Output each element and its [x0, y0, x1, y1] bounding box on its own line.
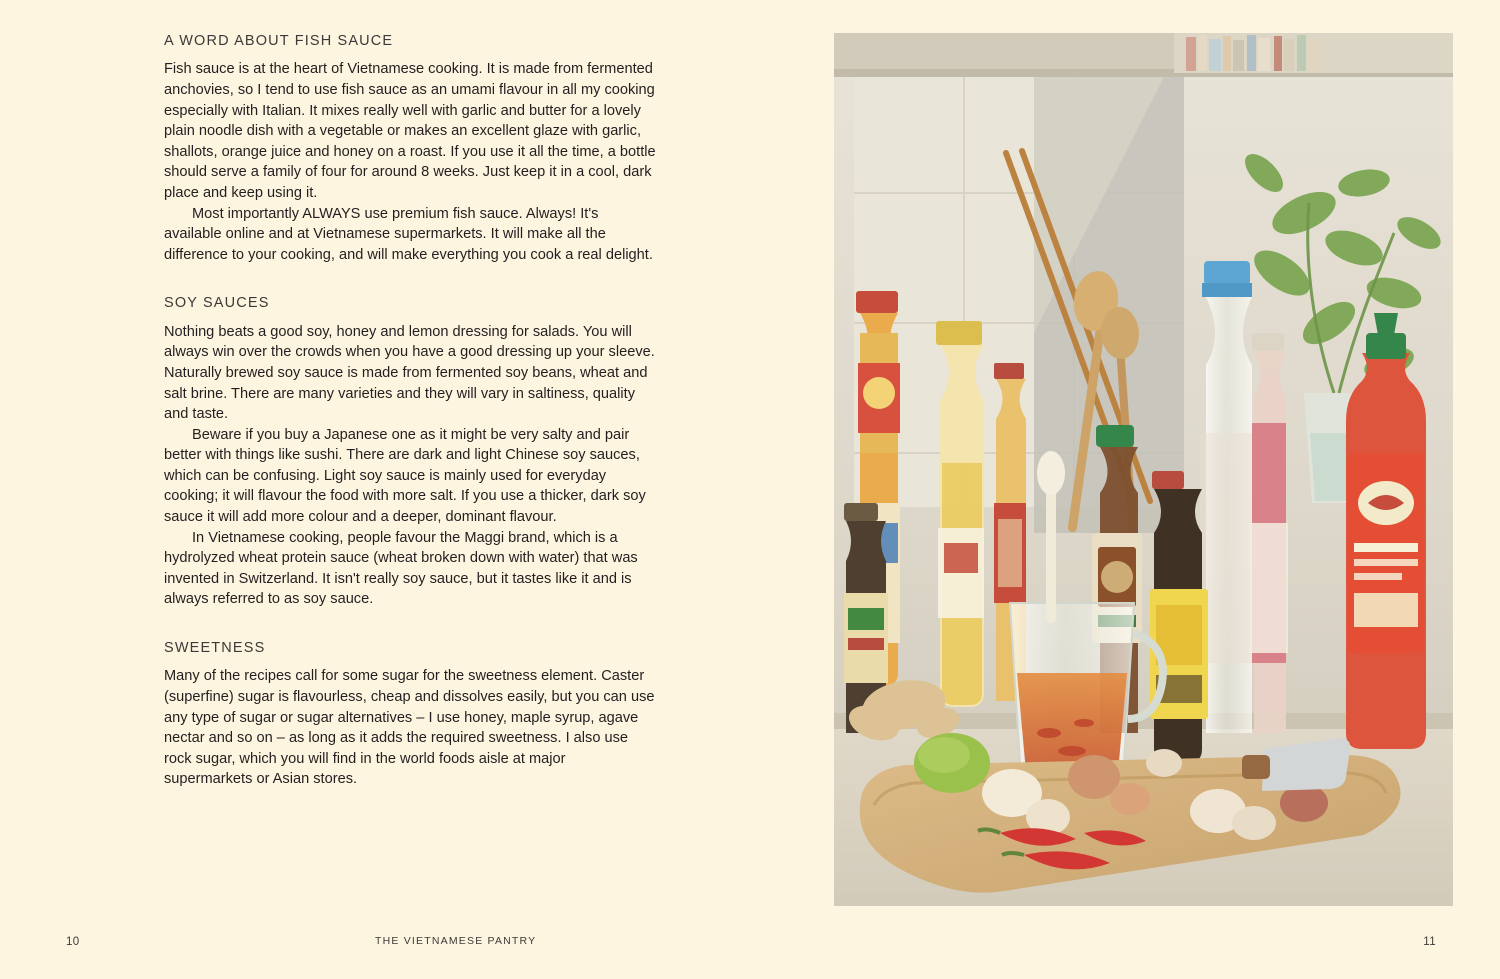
section-soy-sauces [164, 295, 656, 610]
page-number-left: 10 [66, 936, 80, 948]
page-number-right: 11 [1423, 936, 1436, 948]
section-heading: SOY SAUCES [164, 295, 270, 312]
paragraph: Most importantly ALWAYS use premium fish sauce. Always! It's available online and at Vietnamese supermarkets. It will make all the difference to your cooking, and will make everything you cook a real delight. [164, 205, 653, 263]
paragraph: Beware if you buy a Japanese one as it might be very salty and pair better with things like sushi. There are dark and light Chinese soy sauces, which can be confusing. Light soy sauce is mainly used for everyday cooking; it will flavour the food with more salt. If you use a thicker, dark soy sauce it will add more colour and a deeper, dominant flavour. [164, 426, 646, 526]
paragraph: Nothing beats a good soy, honey and lemon dressing for salads. You will always win over the crowds when you have a good dressing up your sleeve. Naturally brewed soy sauce is made from fermented soy beans, wheat and salt brine. There are many varieties and they will vary in saltiness, quality and taste. [164, 323, 655, 423]
paragraph: In Vietnamese cooking, people favour the Maggi brand, which is a hydrolyzed wheat protein sauce (wheat broken down with water) that was invented in Switzerland. It isn't really soy sauce, but it tastes like it and is always referred to as soy sauce. [164, 529, 638, 608]
pantry-photograph [834, 33, 1453, 906]
right-page [750, 0, 1500, 979]
paragraph: Fish sauce is at the heart of Vietnamese cooking. It is made from fermented anchovies, so I tend to use fish sauce as an umami flavour in all my cooking especially with Italian. It mixes really well with garlic and butter for a lovely plain noodle dish with a vegetable or makes an excellent glaze with garlic, shallots, orange juice and honey on a roast. If you use it all the time, a bottle should serve a family of four for around 8 weeks. Just keep it in a cool, dark place and keep using it. [164, 61, 656, 201]
running-head: THE VIETNAMESE PANTRY [375, 935, 537, 947]
paragraph: Many of the recipes call for some sugar for the sweetness element. Caster (superfine) sugar is flavourless, cheap and dissolves easily, but you can use any type of sugar or sugar alternatives – I use honey, maple syrup, agave nectar and so on – as long as it adds the required sweetness. I also use rock sugar, which you will find in the world foods aisle at major supermarkets or Asian stores. [164, 668, 655, 788]
section-heading: SWEETNESS [164, 640, 266, 657]
section-sweetness [164, 640, 656, 790]
text-column [164, 33, 656, 790]
section-heading: A WORD ABOUT FISH SAUCE [164, 33, 394, 49]
section-fish-sauce [164, 33, 656, 265]
